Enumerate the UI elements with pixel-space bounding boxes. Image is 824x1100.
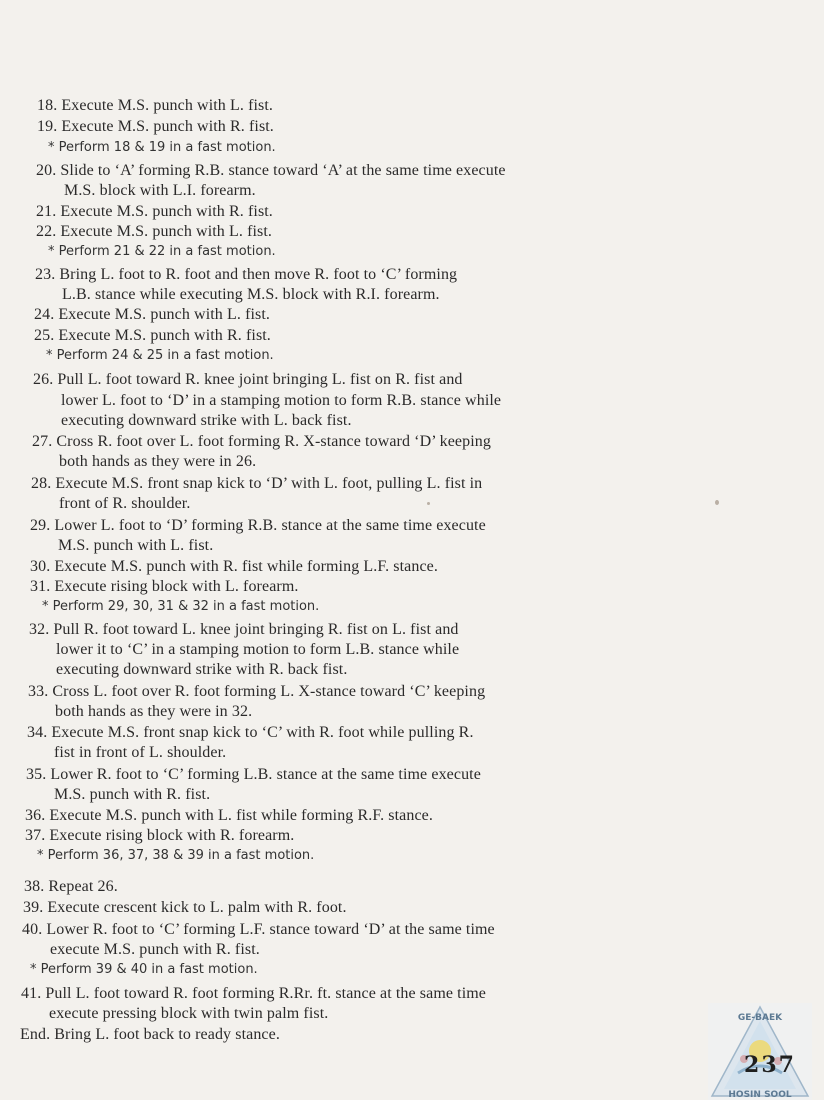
instruction-line: 40. Lower R. foot to ‘C’ forming L.F. stance toward ‘D’ at the same time <box>22 921 495 938</box>
instruction-line: 30. Execute M.S. punch with R. fist while forming L.F. stance. <box>30 558 438 575</box>
instruction-line: executing downward strike with R. back fist. <box>56 661 348 678</box>
instruction-line: 24. Execute M.S. punch with L. fist. <box>34 306 271 323</box>
instruction-line: End. Bring L. foot back to ready stance. <box>20 1026 280 1043</box>
instruction-line: 19. Execute M.S. punch with R. fist. <box>37 118 274 135</box>
note-line: * Perform 24 & 25 in a fast motion. <box>46 348 274 363</box>
instruction-line: M.S. punch with R. fist. <box>54 786 211 803</box>
logo-top-text: GE-BAEK <box>737 1013 783 1023</box>
instruction-line: 25. Execute M.S. punch with R. fist. <box>34 327 271 344</box>
logo-bottom-text: HOSIN SOOL <box>728 1090 792 1100</box>
instruction-line: M.S. punch with L. fist. <box>58 537 214 554</box>
instruction-line: 20. Slide to ‘A’ forming R.B. stance toward ‘A’ at the same time execute <box>36 162 506 179</box>
instruction-line: 21. Execute M.S. punch with R. fist. <box>36 203 273 220</box>
instruction-line: front of R. shoulder. <box>59 495 191 512</box>
instruction-line: 37. Execute rising block with R. forearm. <box>25 827 295 844</box>
instruction-line: 29. Lower L. foot to ‘D’ forming R.B. stance at the same time execute <box>30 517 486 534</box>
instruction-line: 26. Pull L. foot toward R. knee joint bringing L. fist on R. fist and <box>33 371 463 388</box>
instruction-line: 35. Lower R. foot to ‘C’ forming L.B. stance at the same time execute <box>26 766 481 783</box>
instruction-line: 22. Execute M.S. punch with L. fist. <box>36 223 273 240</box>
instruction-line: 36. Execute M.S. punch with L. fist while forming R.F. stance. <box>25 807 433 824</box>
paper-speck <box>427 502 430 505</box>
instruction-line: lower it to ‘C’ in a stamping motion to form L.B. stance while <box>56 641 460 658</box>
instruction-line: 41. Pull L. foot toward R. foot forming R.Rr. ft. stance at the same time <box>21 985 487 1002</box>
instruction-line: 23. Bring L. foot to R. foot and then move R. foot to ‘C’ forming <box>35 266 458 283</box>
instruction-line: both hands as they were in 26. <box>59 453 257 470</box>
instruction-line: 27. Cross R. foot over L. foot forming R. X-stance toward ‘D’ keeping <box>32 433 491 450</box>
instruction-line: 34. Execute M.S. front snap kick to ‘C’ with R. foot while pulling R. <box>27 724 474 741</box>
note-line: * Perform 39 & 40 in a fast motion. <box>30 962 258 977</box>
page-number: 237 <box>744 1052 796 1078</box>
instruction-line: 31. Execute rising block with L. forearm. <box>30 578 299 595</box>
instruction-line: execute pressing block with twin palm fist. <box>49 1005 329 1022</box>
instruction-line: lower L. foot to ‘D’ in a stamping motion to form R.B. stance while <box>61 392 502 409</box>
note-line: * Perform 29, 30, 31 & 32 in a fast motion. <box>42 599 320 614</box>
note-line: * Perform 18 & 19 in a fast motion. <box>48 140 276 155</box>
instruction-line: executing downward strike with L. back fist. <box>61 412 352 429</box>
instruction-line: execute M.S. punch with R. fist. <box>50 941 260 958</box>
instruction-line: L.B. stance while executing M.S. block with R.I. forearm. <box>62 286 440 303</box>
note-line: * Perform 21 & 22 in a fast motion. <box>48 244 276 259</box>
note-line: * Perform 36, 37, 38 & 39 in a fast motion. <box>37 848 315 863</box>
instruction-line: 33. Cross L. foot over R. foot forming L. X-stance toward ‘C’ keeping <box>28 683 486 700</box>
instruction-line: 39. Execute crescent kick to L. palm with R. foot. <box>23 899 347 916</box>
instruction-line: both hands as they were in 32. <box>55 703 253 720</box>
instruction-line: fist in front of L. shoulder. <box>54 744 227 761</box>
instruction-line: 28. Execute M.S. front snap kick to ‘D’ with L. foot, pulling L. fist in <box>31 475 483 492</box>
paper-speck <box>715 500 719 505</box>
instruction-line: M.S. block with L.I. forearm. <box>64 182 256 199</box>
instruction-line: 18. Execute M.S. punch with L. fist. <box>37 97 274 114</box>
instruction-line: 32. Pull R. foot toward L. knee joint bringing R. fist on L. fist and <box>29 621 459 638</box>
instruction-line: 38. Repeat 26. <box>24 878 118 895</box>
